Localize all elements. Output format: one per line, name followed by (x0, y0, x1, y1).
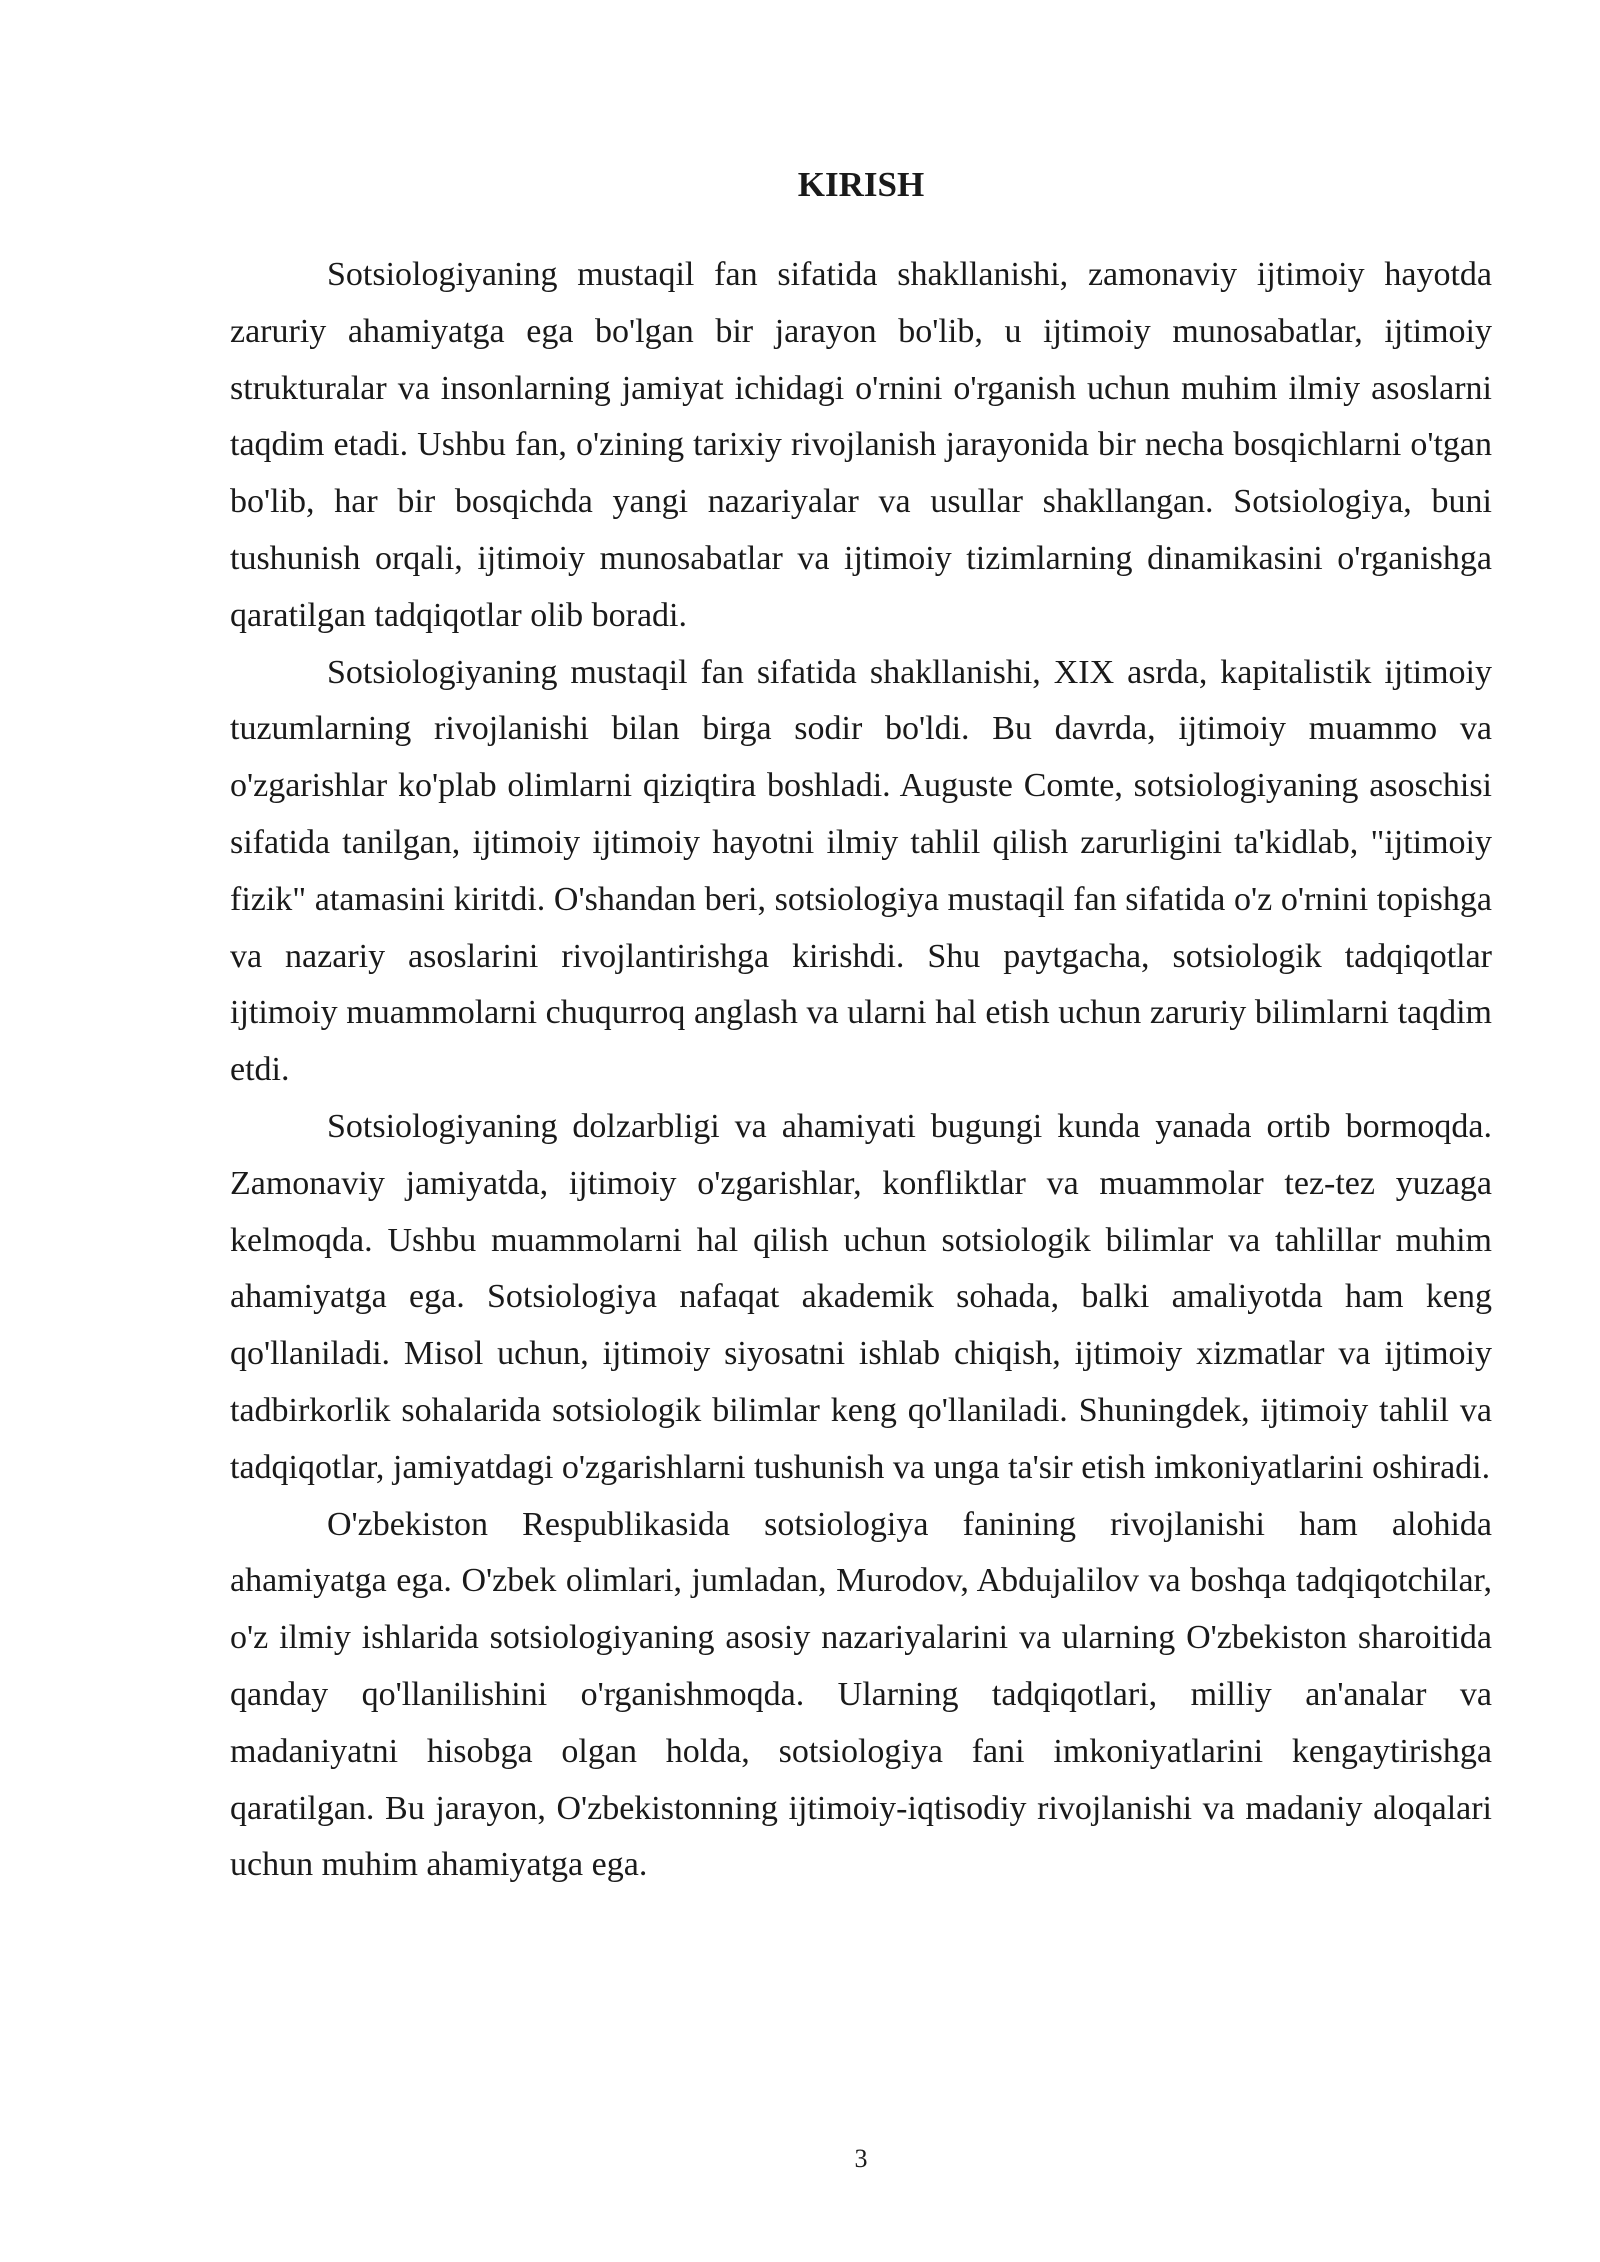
paragraph-3: Sotsiologiyaning dolzarbligi va ahamiyati bugungi kunda yanada ortib bormoqda. Zamonaviy jamiyatda, ijtimoiy o'zgarishlar, konfliktlar va muammolar tez-tez yuzaga kelmoqda. Ushbu muammolarni hal qilish uchun sotsiologik bilimlar va tahlillar muhim ahamiyatga ega. Sotsiologiya nafaqat akademik sohada, balki amaliyotda ham keng qo'llaniladi. Misol uchun, ijtimoiy siyosatni ishlab chiqish, ijtimoiy xizmatlar va ijtimoiy tadbirkorlik sohalarida sotsiologik bilimlar keng qo'llaniladi. Shuningdek, ijtimoiy tahlil va tadqiqotlar, jamiyatdagi o'zgarishlarni tushunish va unga ta'sir etish imkoniyatlarini oshiradi. (230, 1107, 1492, 1486)
paragraph-1: Sotsiologiyaning mustaqil fan sifatida shakllanishi, zamonaviy ijtimoiy hayotda zaruriy ahamiyatga ega bo'lgan bir jarayon bo'lib, u ijtimoiy munosabatlar, ijtimoiy strukturalar va insonlarning jamiyat ichidagi o'rnini o'rganish uchun muhim ilmiy asoslarni taqdim etadi. Ushbu fan, o'zining tarixiy rivojlanish jarayonida bir necha bosqichlarni o'tgan bo'lib, har bir bosqichda yangi nazariyalar va usullar shakllangan. Sotsiologiya, buni tushunish orqali, ijtimoiy munosabatlar va ijtimoiy tizimlarning dinamikasini o'rganishga qaratilgan tadqiqotlar olib boradi. (230, 256, 1492, 634)
page-title: KIRISH (797, 165, 925, 204)
paragraph-4: O'zbekiston Respublikasida sotsiologiya fanining rivojlanishi ham alohida ahamiyatga ega. O'zbek olimlari, jumladan, Murodov, Abdujalilov va boshqa tadqiqotchilar, o'z ilmiy ishlarida sotsiologiyaning asosiy nazariyalarini va ularning O'zbekiston sharoitida qanday qo'llanilishini o'rganishmoqda. Ularning tadqiqotlari, milliy an'analar va madaniyatni hisobga olgan holda, sotsiologiya fani imkoniyatlarini kengaytirishga qaratilgan. Bu jarayon, O'zbekistonning ijtimoiy-iqtisodiy rivojlanishi va madaniy aloqalari uchun muhim ahamiyatga ega. (230, 1505, 1492, 1884)
page-number: 3 (854, 2144, 868, 2173)
paragraph-2: Sotsiologiyaning mustaqil fan sifatida shakllanishi, XIX asrda, kapitalistik ijtimoiy tuzumlarning rivojlanishi bilan birga sodir bo'ldi. Bu davrda, ijtimoiy muammo va o'zgarishlar ko'plab olimlarni qiziqtira boshladi. Auguste Comte, sotsiologiyaning asoschisi sifatida tanilgan, ijtimoiy ijtimoiy hayotni ilmiy tahlil qilish zarurligini ta'kidlab, "ijtimoiy fizik" atamasini kiritdi. O'shandan beri, sotsiologiya mustaqil fan sifatida o'z o'rnini topishga va nazariy asoslarini rivojlantirishga kirishdi. Shu paytgacha, sotsiologik tadqiqotlar ijtimoiy muammolarni chuqurroq anglash va ularni hal etish uchun zaruriy bilimlarni taqdim etdi. (230, 653, 1492, 1089)
document-body (230, 247, 1492, 1894)
